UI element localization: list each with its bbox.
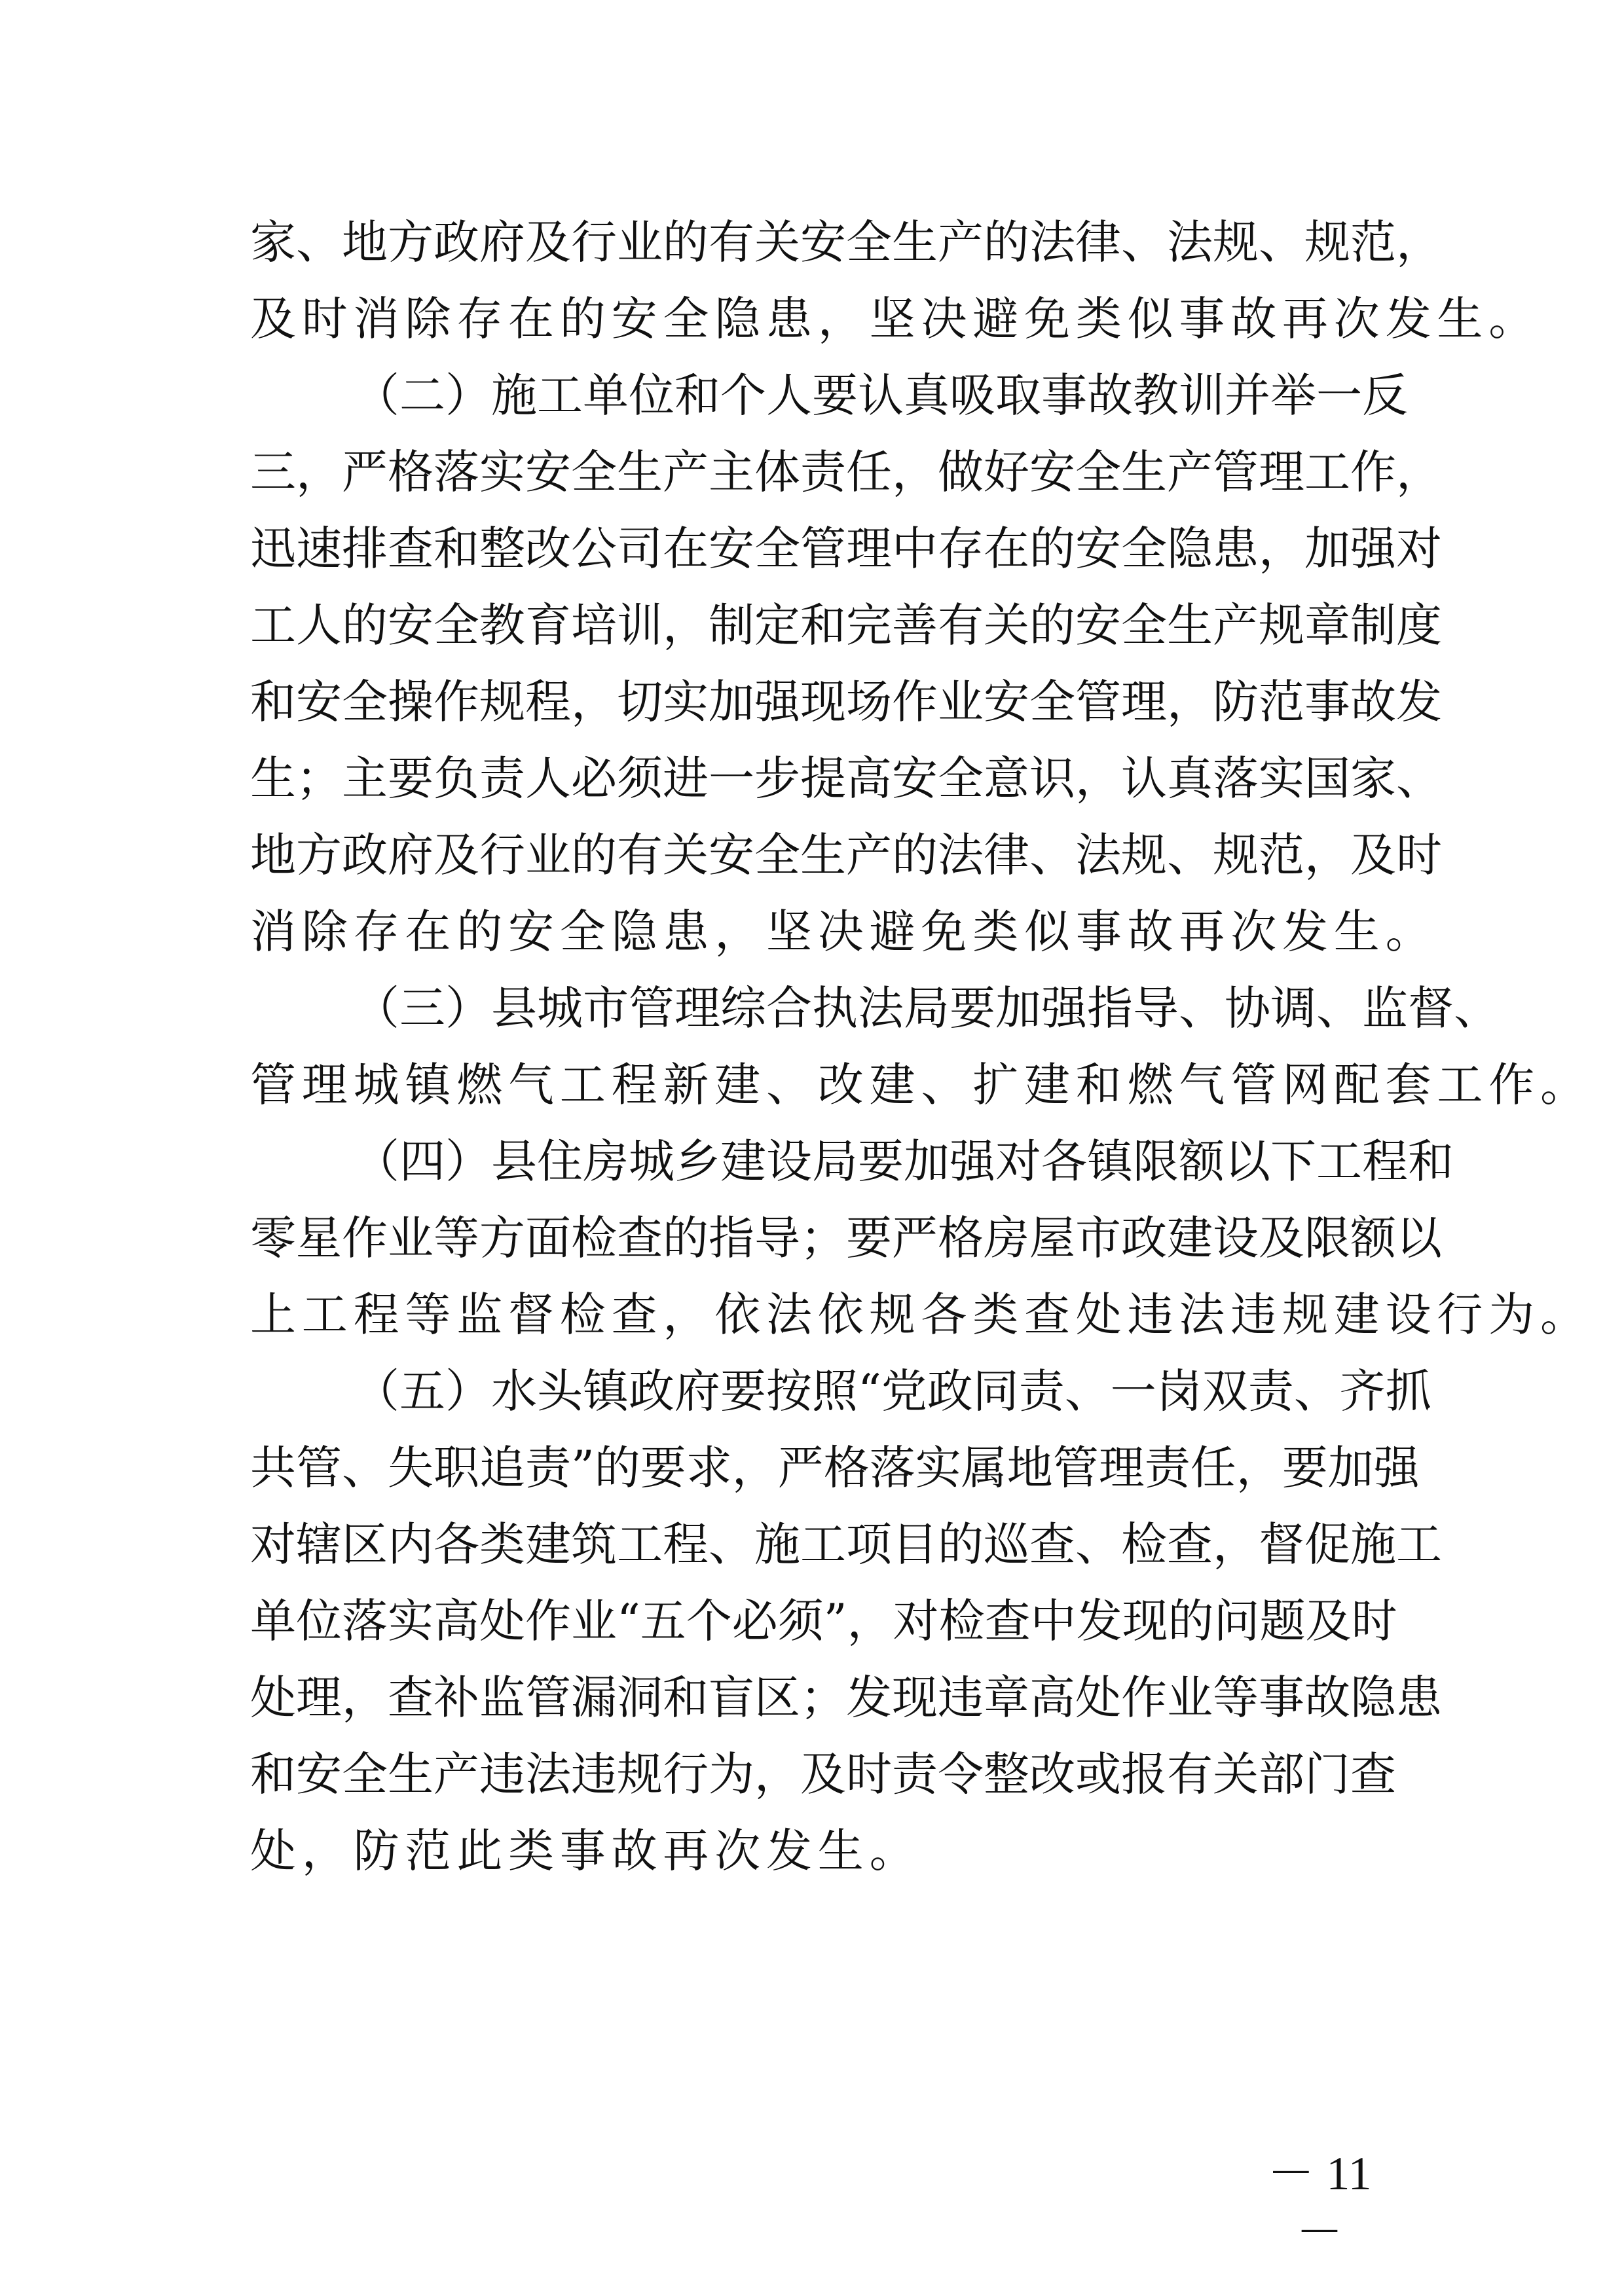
text-line: （三）县城市管理综合执法局要加强指导、协调、监督、 bbox=[354, 981, 1500, 1035]
text-line: 上工程等监督检查，依法依规各类查处违法违规建设行为。 bbox=[250, 1288, 1592, 1341]
text-line: 工人的安全教育培训，制定和完善有关的安全生产规章制度 bbox=[250, 598, 1442, 652]
paragraph bbox=[250, 1123, 1592, 1353]
text-line: 和安全操作规程，切实加强现场作业安全管理，防范事故发 bbox=[250, 675, 1442, 729]
document-body bbox=[250, 204, 1592, 1889]
text-line: （五）水头镇政府要按照“党政同责、一岗双责、齐抓 bbox=[354, 1364, 1431, 1418]
page-number: － 11 － bbox=[1267, 2147, 1372, 2259]
paragraph bbox=[250, 970, 1592, 1123]
text-line: 处理，查补监管漏洞和盲区；发现违章高处作业等事故隐患 bbox=[250, 1671, 1442, 1724]
text-line: 三，严格落实安全生产主体责任，做好安全生产管理工作， bbox=[250, 445, 1442, 499]
text-line: 对辖区内各类建筑工程、施工项目的巡查、检查，督促施工 bbox=[250, 1518, 1442, 1571]
paragraph bbox=[250, 1353, 1442, 1889]
text-line: 处，防范此类事故再次发生。 bbox=[250, 1824, 921, 1878]
text-line: 单位落实高处作业“五个必须”，对检查中发现的问题及时 bbox=[250, 1594, 1397, 1648]
text-line: 管理城镇燃气工程新建、改建、扩建和燃气管网配套工作。 bbox=[250, 1058, 1592, 1112]
text-line: 和安全生产违法违规行为，及时责令整改或报有关部门查 bbox=[250, 1747, 1396, 1801]
text-line: 家、地方政府及行业的有关安全生产的法律、法规、规范， bbox=[250, 215, 1442, 269]
text-line: 消除存在的安全隐患，坚决避免类似事故再次发生。 bbox=[250, 905, 1437, 958]
text-line: 地方政府及行业的有关安全生产的法律、法规、规范，及时 bbox=[250, 828, 1442, 882]
text-line: 共管、失职追责”的要求，严格落实属地管理责任，要加强 bbox=[250, 1441, 1420, 1495]
text-line: 迅速排查和整改公司在安全管理中存在的安全隐患，加强对 bbox=[250, 522, 1442, 575]
text-line: （四）县住房城乡建设局要加强对各镇限额以下工程和 bbox=[354, 1135, 1454, 1188]
text-line: 及时消除存在的安全隐患，坚决避免类似事故再次发生。 bbox=[250, 292, 1540, 346]
paragraph bbox=[250, 357, 1442, 970]
text-line: 零星作业等方面检查的指导；要严格房屋市政建设及限额以 bbox=[250, 1211, 1442, 1265]
text-line: 生；主要负责人必须进一步提高安全意识，认真落实国家、 bbox=[250, 752, 1442, 805]
text-line: （二）施工单位和个人要认真吸取事故教训并举一反 bbox=[354, 369, 1408, 422]
paragraph bbox=[250, 204, 1540, 357]
